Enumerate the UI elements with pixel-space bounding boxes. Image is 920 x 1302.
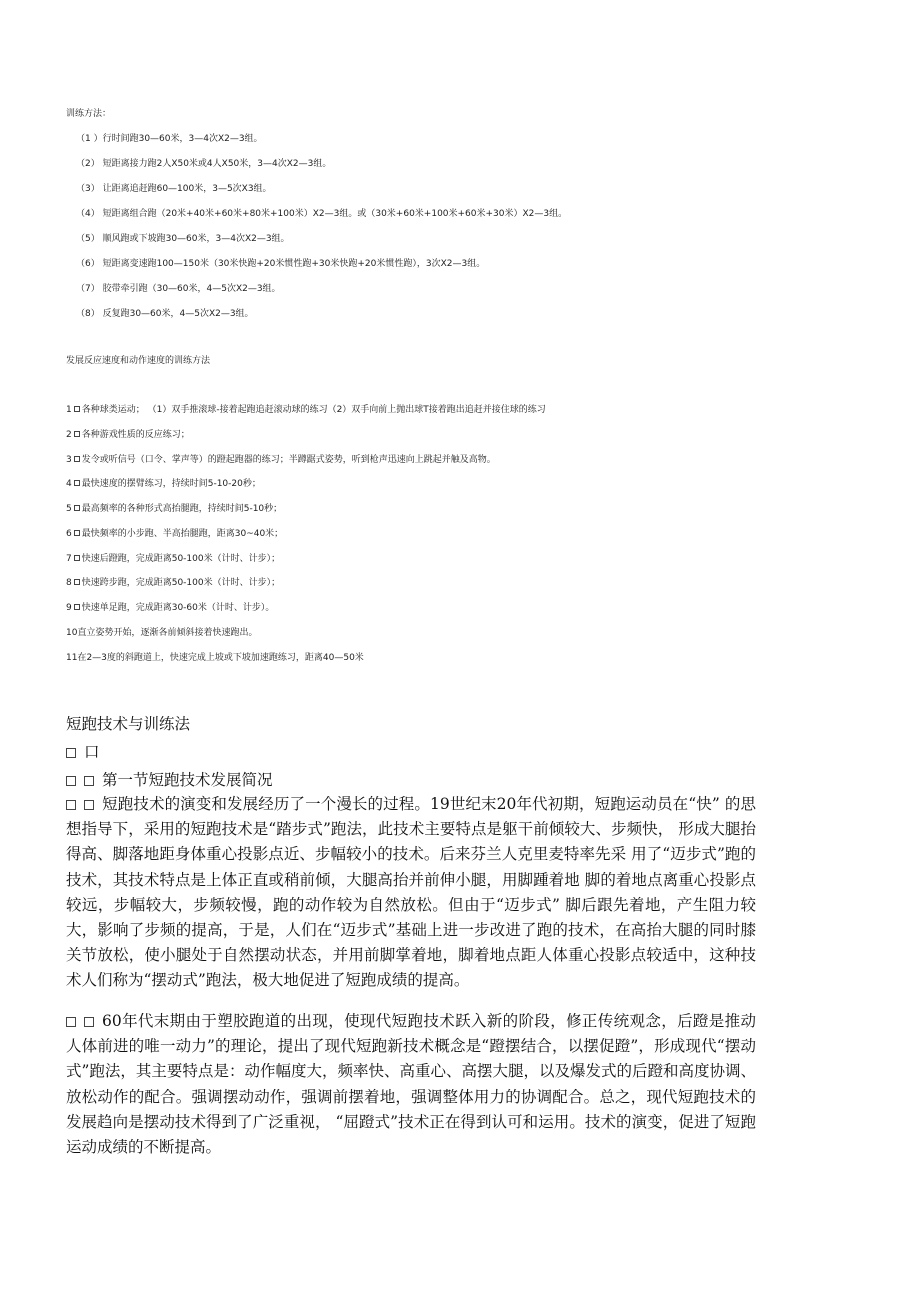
checkbox-glyph [84, 1017, 94, 1027]
reaction-item [66, 602, 274, 614]
item-number: 2 [66, 430, 72, 440]
checkbox-glyph [66, 800, 76, 810]
checkbox-glyph [74, 480, 80, 486]
checkbox-glyph [74, 579, 80, 585]
item-text: 快速单足跑，完成距离30-60米（计时、计步）。 [81, 603, 275, 613]
article-line [66, 741, 756, 763]
article-title: 短跑技术与训练法 [66, 715, 191, 733]
paragraph [66, 1009, 756, 1160]
training-title: 训练方法： [66, 109, 112, 119]
reaction-item [66, 478, 261, 490]
reaction-item [66, 503, 282, 515]
section-heading-text: 第一节短跑技术发展简况 [102, 771, 273, 789]
checkbox-glyph [66, 776, 76, 786]
checkbox-glyph [66, 1017, 76, 1027]
item-number: 4 [66, 479, 72, 489]
item-text: 各种游戏性质的反应练习； [81, 430, 190, 440]
training-item: （3） 让距离追赶跑60—100米，3—5次X3组。 [76, 184, 272, 194]
item-number: 7 [66, 554, 72, 564]
reaction-title: 发展反应速度和动作速度的训练方法 [66, 356, 211, 366]
training-item: （7） 胶带牵引跑（30—60米，4—5次X2—3组。 [76, 284, 281, 294]
item-number: 5 [66, 504, 72, 514]
reaction-item [66, 454, 496, 466]
checkbox-glyph [66, 748, 76, 758]
reaction-item [66, 404, 546, 416]
reaction-item [66, 528, 283, 540]
item-text: 最高频率的各种形式高抬腿跑，持续时间5-10秒； [81, 504, 283, 514]
checkbox-glyph [74, 406, 80, 412]
item-number: 10 [66, 628, 78, 638]
checkbox-glyph [74, 456, 80, 462]
training-item: （5） 顺风跑或下坡跑30—60米，3—4次X2—3组。 [76, 234, 290, 244]
line-text: 口 [84, 743, 100, 761]
training-item: （2） 短距离接力跑2人X50米或4人X50米，3—4次X2—3组。 [76, 159, 332, 169]
paragraph [66, 792, 756, 994]
section-heading [66, 769, 756, 791]
reaction-item [66, 553, 280, 565]
item-text: 在2—3度的斜跑道上，快速完成上坡或下坡加速跑练习，距离40—50米 [77, 653, 364, 663]
item-text: 快速跨步跑，完成距离50-100米（计时、计步）； [81, 578, 281, 588]
checkbox-glyph [74, 431, 80, 437]
training-item: （4） 短距离组合跑（20米+40米+60米+80米+100米）X2—3组。或（30米+60米+100米+60米+30米）X2—3组。 [76, 209, 568, 219]
checkbox-glyph [84, 776, 94, 786]
item-number: 3 [66, 455, 72, 465]
item-text: 快速后蹬跑，完成距离50-100米（计时、计步）； [81, 554, 281, 564]
checkbox-glyph [74, 555, 80, 561]
checkbox-glyph [84, 800, 94, 810]
item-text: 发令或听信号（口令、掌声等）的蹬起跑器的练习；半蹲踞式姿势，听到枪声迅速向上跳起并触及高物。 [81, 455, 496, 465]
paragraph-text: 60年代末期由于塑胶跑道的出现，使现代短跑技术跃入新的阶段，修正传统观念，后蹬是推动人体前进的唯一动力”的理论，提出了现代短跑新技术概念是“蹬摆结合，以摆促蹬”，形成现代“摆动式”跑法，其主要特点是：动作幅度大，频率快、高重心、高摆大腿，以及爆发式的后蹬和高度协调、放松动作的配合。强调摆动动作，强调前摆着地，强调整体用力的协调配合。总之，现代短跑技术的发展趋向是摆动技术得到了广泛重视， “屈蹬式”技术正在得到认可和运用。技术的演变，促进了短跑运动成绩的不断提高。 [66, 1012, 756, 1157]
reaction-item [66, 627, 257, 639]
item-text: 最快频率的小步跑、半高抬腿跑，距离30~40米； [81, 529, 284, 539]
item-number: 6 [66, 529, 72, 539]
item-text: 直立姿势开始，逐渐各前倾斜接着快速跑出。 [77, 628, 258, 638]
item-number: 1 [66, 405, 72, 415]
reaction-item [66, 429, 190, 441]
training-item: （6） 短距离变速跑100—150米（30米快跑+20米惯性跑+30米快跑+20米惯性跑），3次X2—3组。 [76, 259, 486, 269]
checkbox-glyph [74, 505, 80, 511]
paragraph-text: 短跑技术的演变和发展经历了一个漫长的过程。19世纪末20年代初期，短跑运动员在“快” 的思想指导下，采用的短跑技术是“踏步式”跑法，此技术主要特点是躯干前倾较大、步频快， 形成大腿抬得高、脚落地距身体重心投影点近、步幅较小的技术。后来芬兰人克里麦特率先采 用了“迈步式”跑的技术，其技术特点是上体正直或稍前倾，大腿高抬并前伸小腿，用脚踵着地 脚的着地点离重心投影点较远，步幅较大，步频较慢，跑的动作较为自然放松。但由于“迈步式” 脚后跟先着地，产生阻力较大，影响了步频的提高，于是，人们在“迈步式”基础上进一步改进了跑的技术，在高抬大腿的同时膝关节放松，使小腿处于自然摆动状态，并用前脚掌着地，脚着地点距人体重心投影点较适中，这种技术人们称为“摆动式”跑法，极大地促进了短跑成绩的提高。 [66, 795, 756, 990]
item-number: 8 [66, 578, 72, 588]
training-item: （8） 反复跑30—60米，4—5次X2—3组。 [76, 309, 254, 319]
item-number: 11 [66, 653, 78, 663]
reaction-item [66, 652, 364, 664]
checkbox-glyph [74, 530, 80, 536]
training-item: （1 ）行时间跑30—60米，3—4次X2—3组。 [76, 134, 263, 144]
checkbox-glyph [74, 604, 80, 610]
item-text: 各种球类运动； （1）双手推滚球-接着起跑追赶滚动球的练习（2）双手向前上抛出球T接着跑出追赶并接住球的练习 [81, 405, 546, 415]
item-text: 最快速度的摆臂练习，持续时间5-10-20秒； [81, 479, 261, 489]
item-number: 9 [66, 603, 72, 613]
reaction-item [66, 577, 280, 589]
